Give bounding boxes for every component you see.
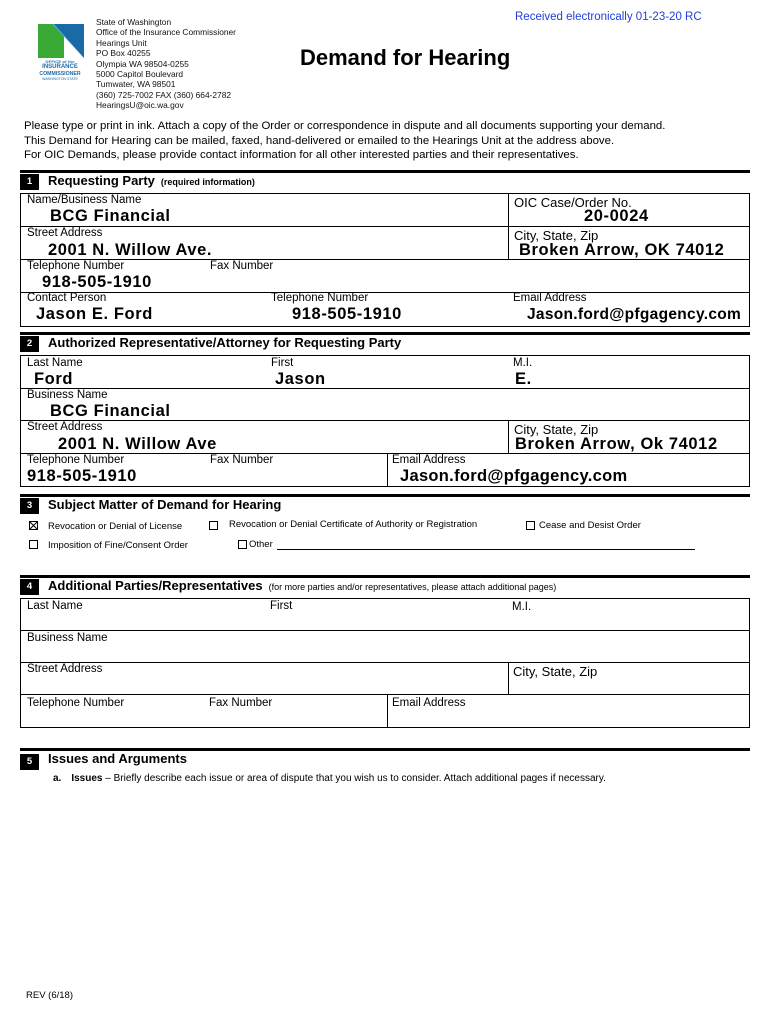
- rep-email-label: Email Address: [392, 454, 466, 466]
- section-title: [48, 173, 255, 188]
- section-title: Issues and Arguments: [48, 751, 187, 766]
- contact-label: Contact Person: [27, 292, 107, 304]
- add-street-label: Street Address: [27, 663, 103, 675]
- rep-street-label: Street Address: [27, 421, 103, 433]
- issues-letter: a.: [53, 773, 62, 784]
- street-field[interactable]: 2001 N. Willow Ave.: [48, 241, 213, 259]
- document-title: Demand for Hearing: [300, 45, 511, 70]
- add-last-label: Last Name: [27, 600, 83, 612]
- contact-phone-field[interactable]: 918-505-1910: [292, 305, 402, 323]
- oic-logo: [36, 22, 84, 81]
- section-4-header: [20, 575, 750, 595]
- section-note: (for more parties and/or representatives, please attach additional pages): [268, 582, 557, 592]
- city-field[interactable]: Broken Arrow, OK 74012: [519, 241, 725, 259]
- section-number: 3: [20, 498, 39, 514]
- email-field[interactable]: Jason.ford@pfgagency.com: [527, 306, 742, 323]
- contact-field[interactable]: Jason E. Ford: [36, 305, 153, 323]
- logo-line2: INSURANCE: [42, 64, 78, 70]
- rep-first-field[interactable]: Jason: [275, 370, 326, 388]
- section-number: 4: [20, 579, 39, 595]
- issues-instruction: [53, 773, 606, 784]
- address-line: (360) 725-7002 FAX (360) 664-2782: [96, 89, 232, 100]
- section-title: Authorized Representative/Attorney for Requesting Party: [48, 335, 402, 350]
- add-fax-label: Fax Number: [209, 697, 273, 709]
- section-title: [48, 578, 556, 593]
- revocation-license-checkbox[interactable]: [29, 521, 38, 530]
- rep-mi-field[interactable]: E.: [515, 370, 532, 388]
- revocation-certificate-checkbox[interactable]: [209, 521, 218, 530]
- instructions: [24, 119, 665, 163]
- instruction-line: Please type or print in ink. Attach a copy of the Order or correspondence in dispute and all documents supporting your demand.: [24, 120, 666, 132]
- rep-fax-label: Fax Number: [210, 454, 274, 466]
- address-line: State of Washington: [96, 17, 172, 27]
- rep-mi-label: M.I.: [513, 357, 533, 369]
- address-line: Hearings Unit: [96, 37, 147, 48]
- name-label: Name/Business Name: [27, 194, 142, 206]
- address-line: PO Box 40255: [96, 48, 151, 59]
- other-checkbox[interactable]: [238, 540, 247, 549]
- section-note: (required information): [160, 177, 255, 187]
- agency-address: [96, 17, 236, 111]
- instruction-line: This Demand for Hearing can be mailed, faxed, hand-delivered or emailed to the Hearings Unit at the address above.: [24, 134, 615, 147]
- other-text-line[interactable]: [277, 549, 695, 550]
- additional-parties-form: [20, 598, 750, 728]
- fine-consent-checkbox[interactable]: [29, 540, 38, 549]
- section-title-text: Requesting Party: [48, 173, 155, 188]
- address-email: HearingsU@oic.wa.gov: [96, 100, 184, 111]
- section-number: 5: [20, 754, 39, 770]
- add-first-label: First: [270, 600, 293, 612]
- add-mi-label: M.I.: [512, 601, 532, 613]
- instruction-line: For OIC Demands, please provide contact information for all other interested parties and their representatives.: [24, 149, 579, 161]
- logo-line3: COMMISSIONER: [39, 71, 81, 77]
- section-5-header: [20, 748, 750, 768]
- address-line: Olympia WA 98504-0255: [96, 58, 189, 69]
- section-title-text: Additional Parties/Representatives: [48, 578, 263, 593]
- revocation-certificate-label: Revocation or Denial Certificate of Authority or Registration: [229, 519, 478, 530]
- section-1-header: [20, 170, 750, 190]
- cease-desist-label: Cease and Desist Order: [539, 520, 641, 531]
- rep-phone-field[interactable]: 918-505-1910: [27, 467, 137, 485]
- section-title: Subject Matter of Demand for Hearing: [48, 497, 282, 512]
- rep-phone-label: Telephone Number: [27, 454, 125, 466]
- case-field[interactable]: 20-0024: [584, 207, 649, 225]
- other-label: Other: [249, 539, 273, 550]
- revocation-license-label: Revocation or Denial of License: [48, 521, 183, 532]
- email-label: Email Address: [513, 292, 587, 304]
- section-3-header: [20, 494, 750, 514]
- add-city-label: City, State, Zip: [513, 664, 598, 679]
- rep-business-field[interactable]: BCG Financial: [50, 402, 171, 420]
- rep-street-field[interactable]: 2001 N. Willow Ave: [58, 435, 217, 453]
- case-label: OIC Case/Order No.: [514, 195, 632, 210]
- address-line: 5000 Capitol Boulevard: [96, 69, 184, 80]
- fax-label: Fax Number: [210, 260, 274, 272]
- logo-line1: OFFICE of the: [45, 59, 75, 64]
- rep-business-label: Business Name: [27, 389, 108, 401]
- cease-desist-checkbox[interactable]: [526, 521, 535, 530]
- rep-last-field[interactable]: Ford: [34, 370, 74, 388]
- rep-city-field[interactable]: Broken Arrow, Ok 74012: [515, 435, 718, 453]
- address-line: Tumwater, WA 98501: [96, 79, 176, 90]
- street-label: Street Address: [27, 227, 103, 239]
- add-business-label: Business Name: [27, 632, 108, 644]
- name-field[interactable]: BCG Financial: [50, 207, 171, 225]
- section-number: 1: [20, 174, 39, 190]
- city-label: City, State, Zip: [514, 228, 599, 243]
- rep-email-field[interactable]: Jason.ford@pfgagency.com: [400, 467, 628, 485]
- section-2-header: [20, 332, 750, 352]
- oic-logo-mark: [36, 22, 84, 60]
- fine-consent-label: Imposition of Fine/Consent Order: [48, 540, 188, 551]
- contact-phone-label: Telephone Number: [271, 292, 369, 304]
- rep-first-label: First: [271, 357, 294, 369]
- address-line: Office of the Insurance Commissioner: [96, 27, 236, 38]
- issues-text: – Briefly describe each issue or area of dispute that you wish us to consider. Attach additional pages if necessary.: [102, 773, 606, 784]
- issues-title: Issues: [71, 773, 103, 784]
- received-stamp: Received electronically 01-23-20 RC: [515, 11, 702, 23]
- add-phone-label: Telephone Number: [27, 697, 125, 709]
- phone-label: Telephone Number: [27, 260, 125, 272]
- add-email-label: Email Address: [392, 697, 466, 709]
- rep-city-label: City, State, Zip: [514, 422, 599, 437]
- revision-label: REV (6/18): [26, 990, 73, 1001]
- logo-line4: WASHINGTON STATE: [42, 77, 78, 81]
- rep-last-label: Last Name: [27, 357, 83, 369]
- phone-field[interactable]: 918-505-1910: [42, 273, 152, 291]
- section-number: 2: [20, 336, 39, 352]
- issues-text-area[interactable]: [20, 790, 750, 980]
